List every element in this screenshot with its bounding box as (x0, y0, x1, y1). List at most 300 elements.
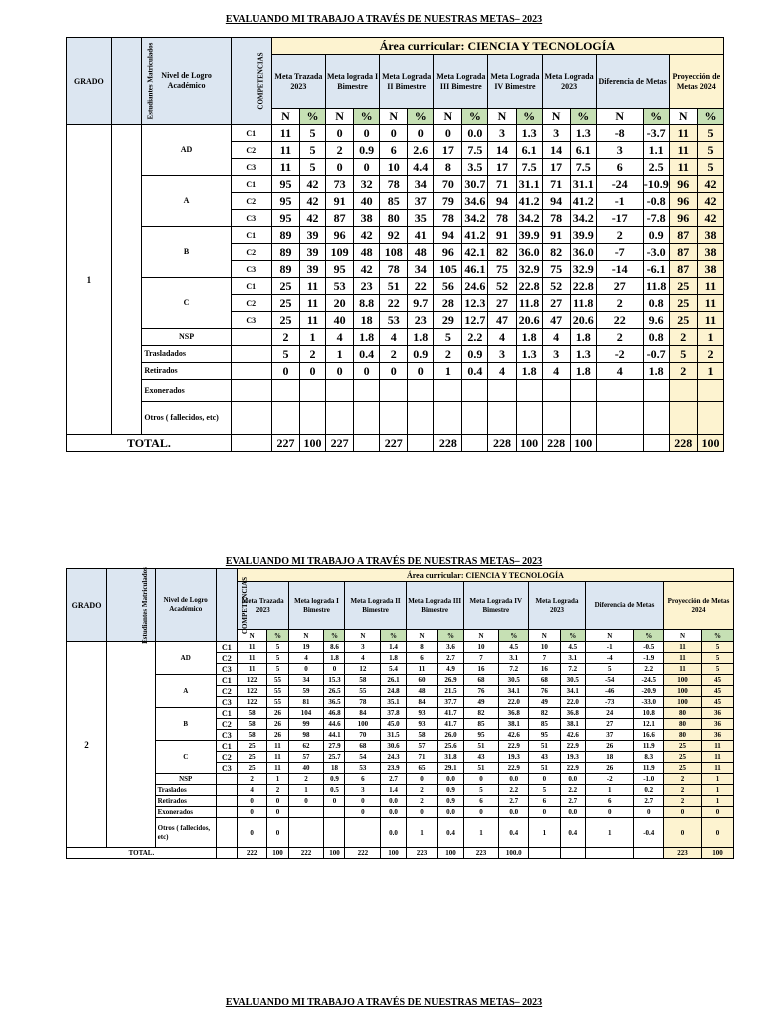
estudiantes-cell (111, 125, 142, 435)
data-cell: 5 (463, 785, 499, 796)
data-cell: 2.6 (408, 142, 434, 159)
data-cell: 0.0 (560, 774, 585, 785)
data-cell: 78 (542, 210, 570, 227)
data-cell: 1 (697, 329, 723, 346)
data-cell: -3.0 (643, 244, 669, 261)
data-cell (288, 818, 324, 848)
data-cell: -2 (585, 774, 634, 785)
pct-subheader: % (300, 109, 326, 125)
table-row (67, 125, 724, 142)
competencia-label: C3 (216, 664, 237, 675)
data-cell: 1 (697, 363, 723, 380)
data-cell: 27 (488, 295, 516, 312)
data-cell: 4 (488, 329, 516, 346)
data-cell: 18 (324, 763, 345, 774)
pct-subheader: % (702, 630, 734, 642)
total-cell: 100 (300, 435, 326, 452)
data-cell: 2 (596, 295, 643, 312)
data-cell: 122 (237, 686, 267, 697)
data-cell (697, 380, 723, 402)
data-cell: 49 (463, 697, 499, 708)
level-label: NSP (155, 774, 216, 785)
data-cell: 58 (345, 675, 381, 686)
data-cell: 95 (271, 210, 299, 227)
data-cell: 7.2 (560, 664, 585, 675)
data-cell: 7 (529, 653, 561, 664)
meta-b2-header: Meta Lograda II Bimestre (380, 55, 434, 109)
data-cell: 51 (380, 278, 408, 295)
level-label: AD (155, 642, 216, 675)
data-cell: 89 (271, 261, 299, 278)
data-cell: 34.1 (560, 686, 585, 697)
data-cell: 5 (697, 159, 723, 176)
total-cell: 222 (345, 848, 381, 859)
data-cell: 0 (408, 125, 434, 142)
data-cell: 5 (434, 329, 462, 346)
data-cell: 41 (408, 227, 434, 244)
data-cell: 0 (288, 796, 324, 807)
data-cell: 10 (529, 642, 561, 653)
data-cell: 1.8 (643, 363, 669, 380)
data-cell: 31.1 (516, 176, 542, 193)
data-cell: 26.0 (438, 730, 463, 741)
data-cell: 84 (345, 708, 381, 719)
data-cell: 9.7 (408, 295, 434, 312)
data-cell: -8 (596, 125, 643, 142)
competencia-label: C1 (231, 125, 271, 142)
data-cell: 58 (237, 719, 267, 730)
data-cell: 0.9 (438, 785, 463, 796)
data-cell: 0 (300, 363, 326, 380)
data-cell: 109 (325, 244, 353, 261)
data-cell: 2.2 (634, 664, 664, 675)
data-cell: 100 (664, 697, 702, 708)
data-cell: 0 (345, 796, 381, 807)
data-cell: 52 (488, 278, 516, 295)
data-cell: 29 (434, 312, 462, 329)
data-cell: 1 (300, 329, 326, 346)
data-cell: 82 (463, 708, 499, 719)
data-cell: 0.9 (408, 346, 434, 363)
data-cell: 0.4 (438, 818, 463, 848)
data-cell: 22.8 (570, 278, 596, 295)
data-cell: 4 (345, 653, 381, 664)
data-cell: 47 (542, 312, 570, 329)
data-cell: 2 (664, 796, 702, 807)
data-cell (354, 380, 380, 402)
data-cell: 43 (529, 752, 561, 763)
data-cell: 34.2 (516, 210, 542, 227)
data-cell: 30.5 (560, 675, 585, 686)
data-cell: 22.0 (560, 697, 585, 708)
data-cell: -20.9 (634, 686, 664, 697)
data-cell: 22.9 (560, 741, 585, 752)
data-cell: 26 (267, 708, 288, 719)
estudiantes-header-label: Estudiantes Matriculados (141, 566, 149, 644)
data-cell: 27.9 (324, 741, 345, 752)
data-cell: 45 (702, 686, 734, 697)
total-row (67, 435, 724, 452)
data-cell: 1 (702, 785, 734, 796)
competencia-label: C1 (231, 176, 271, 193)
data-cell: 11 (300, 278, 326, 295)
data-cell: 2.2 (560, 785, 585, 796)
data-cell: 87 (325, 210, 353, 227)
data-cell: 2.5 (643, 159, 669, 176)
data-cell: 38.1 (560, 719, 585, 730)
data-cell: 27 (542, 295, 570, 312)
data-cell: 122 (237, 675, 267, 686)
data-cell: 16.6 (634, 730, 664, 741)
total-cell: 100 (516, 435, 542, 452)
data-cell: 11 (267, 752, 288, 763)
competencias-header-label: COMPETENCIAS (240, 576, 249, 634)
competencia-label (216, 807, 237, 818)
data-cell (542, 402, 570, 435)
data-cell: 5 (300, 159, 326, 176)
data-cell: 28 (434, 295, 462, 312)
nivel-header: Nivel de Logro Académico (142, 38, 231, 125)
data-cell: 32.9 (570, 261, 596, 278)
data-cell: 34 (408, 176, 434, 193)
data-cell: 96 (669, 210, 697, 227)
data-cell: 22.9 (499, 763, 529, 774)
data-cell: 11 (702, 752, 734, 763)
data-cell: 2 (406, 796, 438, 807)
estudiantes-cell (107, 642, 156, 848)
competencias-header (231, 38, 271, 125)
data-cell: 31.1 (570, 176, 596, 193)
data-cell: 1.8 (570, 329, 596, 346)
total-label: TOTAL. (67, 848, 217, 859)
data-cell: 36.0 (570, 244, 596, 261)
total-cell (462, 435, 488, 452)
competencia-label: C2 (216, 719, 237, 730)
competencias-header (216, 569, 249, 642)
data-cell (643, 402, 669, 435)
total-cell (408, 435, 434, 452)
data-cell: 0 (664, 818, 702, 848)
data-cell: 5 (702, 664, 734, 675)
competencia-label: C3 (231, 261, 271, 278)
data-cell: 17 (434, 142, 462, 159)
table-row (67, 346, 724, 363)
data-cell: 0 (345, 807, 381, 818)
data-cell: 42 (697, 210, 723, 227)
data-cell: 0 (702, 807, 734, 818)
data-cell (462, 380, 488, 402)
total-label: TOTAL. (67, 435, 232, 452)
data-cell: 39 (300, 261, 326, 278)
n-subheader: N (380, 109, 408, 125)
n-subheader: N (325, 109, 353, 125)
data-cell: 10.8 (634, 708, 664, 719)
competencia-label: C1 (216, 675, 237, 686)
data-cell: 55 (267, 675, 288, 686)
data-cell: 20 (325, 295, 353, 312)
table-row (67, 642, 734, 653)
data-cell: 11.9 (634, 741, 664, 752)
data-cell: 11 (237, 642, 267, 653)
proyeccion-header: Proyección de Metas 2024 (664, 582, 734, 630)
data-cell: 1 (325, 346, 353, 363)
data-cell: 0.9 (438, 796, 463, 807)
data-cell: 1.3 (516, 346, 542, 363)
data-cell (408, 402, 434, 435)
table-row (67, 675, 734, 686)
data-cell: 47 (488, 312, 516, 329)
competencia-label (216, 818, 237, 848)
data-cell: 23 (408, 312, 434, 329)
data-cell: 1 (288, 785, 324, 796)
data-cell: 3.6 (438, 642, 463, 653)
data-cell: 42 (354, 227, 380, 244)
data-cell: 5 (702, 642, 734, 653)
data-cell: 55 (345, 686, 381, 697)
data-cell: 11.8 (570, 295, 596, 312)
data-cell: 25.7 (324, 752, 345, 763)
data-cell: 11 (697, 278, 723, 295)
data-cell: 0 (463, 774, 499, 785)
data-cell: 46.8 (324, 708, 345, 719)
total-cell: 228 (434, 435, 462, 452)
n-subheader: N (288, 630, 324, 642)
data-cell (570, 402, 596, 435)
data-cell: 70 (345, 730, 381, 741)
data-cell: -1 (585, 642, 634, 653)
data-cell: 6 (463, 796, 499, 807)
data-cell: 46.1 (462, 261, 488, 278)
data-cell: 84 (406, 697, 438, 708)
data-cell: 96 (669, 193, 697, 210)
data-cell: 78 (345, 697, 381, 708)
data-cell: 53 (380, 312, 408, 329)
data-cell (596, 380, 643, 402)
data-cell: 0.0 (381, 818, 406, 848)
pct-subheader: % (697, 109, 723, 125)
data-cell: -1.0 (634, 774, 664, 785)
data-cell: 2 (669, 329, 697, 346)
data-cell: 0 (267, 796, 288, 807)
data-cell: 19 (288, 642, 324, 653)
data-cell: 0 (288, 664, 324, 675)
area-label: Área curricular: (407, 570, 464, 580)
page-title-3: EVALUANDO MI TRABAJO A TRAVÉS DE NUESTRAS METAS– 2023 (225, 997, 543, 1008)
data-cell: 18 (585, 752, 634, 763)
data-cell (354, 402, 380, 435)
data-cell: 0.4 (462, 363, 488, 380)
data-cell: 96 (669, 176, 697, 193)
data-cell: 25 (237, 752, 267, 763)
data-cell: -73 (585, 697, 634, 708)
data-cell: -33.0 (634, 697, 664, 708)
data-cell: 30.5 (499, 675, 529, 686)
total-cell: 227 (325, 435, 353, 452)
total-cell: 227 (271, 435, 299, 452)
data-cell: 36 (702, 730, 734, 741)
data-cell: 122 (237, 697, 267, 708)
data-cell: 76 (529, 686, 561, 697)
n-subheader: N (463, 630, 499, 642)
data-cell: 42 (300, 210, 326, 227)
data-cell: 105 (434, 261, 462, 278)
data-cell: 3 (542, 125, 570, 142)
data-cell: 7.2 (499, 664, 529, 675)
data-cell: 2.2 (462, 329, 488, 346)
data-cell: 41.2 (570, 193, 596, 210)
data-cell: 2 (664, 774, 702, 785)
data-cell: 25 (669, 278, 697, 295)
data-cell: 75 (542, 261, 570, 278)
data-cell: 68 (463, 675, 499, 686)
data-cell (325, 380, 353, 402)
data-cell: 1 (406, 818, 438, 848)
data-cell: 26 (267, 719, 288, 730)
data-cell: 36.0 (516, 244, 542, 261)
data-cell: 75 (488, 261, 516, 278)
competencia-label (231, 380, 271, 402)
data-cell: 70 (434, 176, 462, 193)
data-cell: 21.5 (438, 686, 463, 697)
level-label: A (142, 176, 231, 227)
data-cell: 2.7 (634, 796, 664, 807)
meta-b3-header: Meta Lograda III Bimestre (406, 582, 463, 630)
data-cell: 0 (434, 125, 462, 142)
data-cell: 95 (325, 261, 353, 278)
t1-grid (66, 37, 724, 452)
data-cell: 26 (267, 730, 288, 741)
competencia-label: C1 (231, 227, 271, 244)
n-subheader: N (271, 109, 299, 125)
estudiantes-header (107, 566, 156, 644)
data-cell: 7.5 (516, 159, 542, 176)
data-cell: 58 (237, 708, 267, 719)
data-cell: 0 (267, 807, 288, 818)
data-cell: 11 (664, 642, 702, 653)
data-cell: 1.4 (381, 642, 406, 653)
data-cell: 6.1 (570, 142, 596, 159)
data-cell: 4.5 (560, 642, 585, 653)
data-cell: 42 (354, 261, 380, 278)
data-cell: 22.8 (516, 278, 542, 295)
area-value: CIENCIA Y TECNOLOGÍA (467, 38, 616, 53)
data-cell: 42.1 (462, 244, 488, 261)
data-cell: 5 (702, 653, 734, 664)
data-cell: 0 (529, 774, 561, 785)
data-cell: 0.9 (643, 227, 669, 244)
data-cell: 42 (300, 176, 326, 193)
data-cell: 1 (585, 785, 634, 796)
data-cell: 78 (434, 210, 462, 227)
data-cell: 4 (237, 785, 267, 796)
data-cell: 35 (408, 210, 434, 227)
data-cell: 80 (664, 730, 702, 741)
data-cell: 42 (697, 193, 723, 210)
data-cell: 19.3 (499, 752, 529, 763)
data-cell: 4 (325, 329, 353, 346)
data-cell: 58 (237, 730, 267, 741)
data-cell: 59 (288, 686, 324, 697)
data-cell: 24.8 (381, 686, 406, 697)
data-cell: 1.3 (570, 125, 596, 142)
data-cell: 32.9 (516, 261, 542, 278)
data-cell: 6 (529, 796, 561, 807)
data-cell: 34.2 (462, 210, 488, 227)
data-cell: 31.8 (438, 752, 463, 763)
data-cell: 0 (585, 807, 634, 818)
meta-2023-header: Meta Lograda 2023 (529, 582, 586, 630)
total-comp-cell (216, 848, 237, 859)
data-cell: 5 (697, 142, 723, 159)
data-cell: 0 (408, 363, 434, 380)
data-cell (669, 402, 697, 435)
level-label: C (142, 278, 231, 329)
data-cell: 12 (345, 664, 381, 675)
data-cell: 25 (664, 752, 702, 763)
data-cell: 2 (406, 785, 438, 796)
data-cell: 25 (237, 741, 267, 752)
data-cell: 6 (406, 653, 438, 664)
data-cell: 96 (434, 244, 462, 261)
pct-subheader: % (438, 630, 463, 642)
data-cell (570, 380, 596, 402)
data-cell: 5 (697, 125, 723, 142)
data-cell: 3 (345, 642, 381, 653)
data-cell: -46 (585, 686, 634, 697)
data-cell: 5 (300, 142, 326, 159)
data-cell: 82 (529, 708, 561, 719)
total-cell (643, 435, 669, 452)
data-cell: 0 (324, 664, 345, 675)
data-cell: 39 (300, 227, 326, 244)
data-cell: 42.6 (560, 730, 585, 741)
data-cell: 25 (664, 763, 702, 774)
area-curricular-header (237, 569, 733, 582)
data-cell: 30.6 (381, 741, 406, 752)
data-cell (271, 380, 299, 402)
data-cell: 1 (463, 818, 499, 848)
data-cell: 25 (237, 763, 267, 774)
pct-subheader: % (381, 630, 406, 642)
data-cell: 51 (529, 763, 561, 774)
data-cell: 80 (664, 708, 702, 719)
data-cell: 20.6 (516, 312, 542, 329)
data-cell: 73 (325, 176, 353, 193)
competencia-label (216, 796, 237, 807)
data-cell: 2 (596, 227, 643, 244)
total-cell: 100 (702, 848, 734, 859)
data-cell (434, 380, 462, 402)
data-cell: 94 (542, 193, 570, 210)
data-cell: 0 (463, 807, 499, 818)
data-cell: 34.6 (462, 193, 488, 210)
data-cell: 1 (702, 796, 734, 807)
page-title-1: EVALUANDO MI TRABAJO A TRAVÉS DE NUESTRAS METAS– 2023 (225, 14, 543, 25)
data-cell (288, 807, 324, 818)
data-cell: 57 (288, 752, 324, 763)
n-subheader: N (345, 630, 381, 642)
data-cell: -1.9 (634, 653, 664, 664)
data-cell: 0.0 (438, 807, 463, 818)
data-cell: 1.3 (570, 346, 596, 363)
table-row (67, 176, 724, 193)
data-cell: 44.1 (324, 730, 345, 741)
data-cell: 36 (702, 708, 734, 719)
data-cell: 1.8 (381, 653, 406, 664)
data-cell: 2.7 (499, 796, 529, 807)
data-cell: 3 (488, 125, 516, 142)
total-cell: 100 (267, 848, 288, 859)
